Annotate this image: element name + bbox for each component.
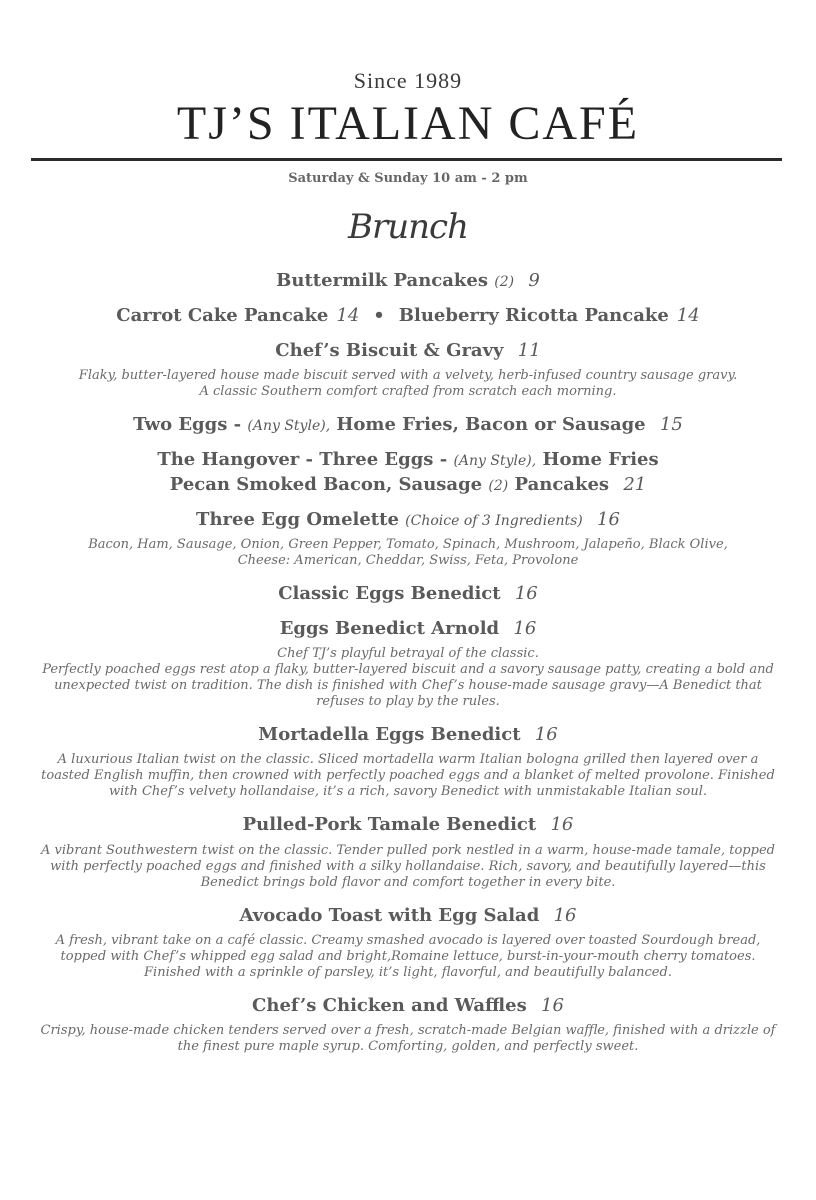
description-line: A luxurious Italian twist on the classic. Sliced mortadella warm Italian bologna grilled then layered over a: [57, 752, 759, 767]
item-note: (2): [494, 274, 515, 290]
item-name: Pulled-Pork Tamale Benedict: [242, 814, 537, 835]
description-line: with Chef’s velvety hollandaise, it’s a rich, savory Benedict with unmistakable Italian soul.: [108, 784, 708, 799]
item-price: 16: [514, 583, 538, 604]
item-name: Buttermilk Pancakes: [276, 270, 488, 291]
item-note: (Any Style),: [453, 453, 537, 469]
item-note: (Choice of 3 Ingredients): [405, 513, 583, 529]
restaurant-title: TJ’S ITALIAN CAFÉ: [176, 97, 640, 150]
description-line: with perfectly poached eggs and finished with a silky hollandaise. Rich, savory, and beautifully layered—this: [50, 859, 766, 874]
item-description: [30, 646, 786, 710]
description-line: Bacon, Ham, Sausage, Onion, Green Pepper, Tomato, Spinach, Mushroom, Jalapeño, Black Olive,: [88, 537, 728, 552]
item-description: [30, 1023, 786, 1055]
item-price: 14: [676, 305, 700, 326]
description-line: topped with Chef’s whipped egg salad and bright,Romaine lettuce, burst-in-your-mouth cherry tomatoes.: [60, 949, 756, 964]
item-price: 16: [597, 509, 620, 530]
item-price: 16: [534, 724, 558, 745]
item-price: 21: [623, 474, 647, 495]
item-description: [30, 843, 786, 891]
section-title: Brunch: [348, 207, 468, 247]
item-description: [30, 933, 786, 981]
item-price: 16: [513, 618, 537, 639]
item-name: Blueberry Ricotta Pancake: [398, 305, 669, 326]
description-line: toasted English muffin, then crowned with perfectly poached eggs and a blanket of melted provolone. Finished: [41, 768, 775, 783]
item-description: [30, 752, 786, 800]
menu-item-biscuit-gravy: [0, 338, 816, 363]
description-line: unexpected twist on tradition. The dish is finished with Chef’s house-made sausage gravy—A Benedict that: [54, 678, 762, 693]
menu-item-tamale-benedict: [0, 812, 816, 837]
description-line: A fresh, vibrant take on a café classic. Creamy smashed avocado is layered over toasted Sourdough bread,: [55, 933, 761, 948]
menu-item-hangover-line1: [0, 447, 816, 474]
hours-text: Saturday & Sunday 10 am - 2 pm: [288, 171, 528, 186]
item-name: Three Egg Omelette: [196, 509, 399, 530]
menu-item-chicken-waffles: [0, 993, 816, 1018]
item-price: 14: [336, 305, 360, 326]
menu-item-buttermilk-pancakes: [0, 268, 816, 295]
menu-item-pancake-pair: [0, 303, 816, 328]
description-line: Flaky, butter-layered house made biscuit served with a velvety, herb-infused country sausage gravy.: [78, 368, 738, 383]
item-name: Mortadella Eggs Benedict: [258, 724, 521, 745]
item-name: Home Fries, Bacon or Sausage: [336, 414, 646, 435]
item-name: The Hangover - Three Eggs -: [157, 449, 448, 470]
description-line: the finest pure maple syrup. Comforting, golden, and perfectly sweet.: [177, 1039, 639, 1054]
description-line: Cheese: American, Cheddar, Swiss, Feta, Provolone: [237, 553, 579, 568]
item-name: Chef’s Chicken and Waffles: [252, 995, 527, 1016]
description-line: refuses to play by the rules.: [316, 694, 500, 709]
item-price: 15: [659, 414, 683, 435]
menu-item-hangover-line2: [0, 472, 816, 499]
item-name: Eggs Benedict Arnold: [279, 618, 500, 639]
menu-item-two-eggs: [0, 412, 816, 439]
menu-item-mortadella-benedict: [0, 722, 816, 747]
item-name: Two Eggs -: [133, 414, 242, 435]
description-line: A classic Southern comfort crafted from scratch each morning.: [199, 384, 617, 399]
item-name: Classic Eggs Benedict: [278, 583, 501, 604]
header-divider: [31, 158, 782, 161]
menu-item-classic-benedict: [0, 581, 816, 606]
since-tagline: Since 1989: [353, 68, 463, 93]
item-price: 16: [541, 995, 564, 1016]
description-line: Perfectly poached eggs rest atop a flaky, butter-layered biscuit and a savory sausage patty, creating a bold and: [42, 662, 774, 677]
description-line: Crispy, house-made chicken tenders served over a fresh, scratch-made Belgian waffle, finished with a drizzle of: [40, 1023, 776, 1038]
menu-item-avocado-toast: [0, 903, 816, 928]
item-note: (2): [488, 478, 509, 494]
item-note: (Any Style),: [247, 418, 331, 434]
item-name: Home Fries: [542, 449, 659, 470]
item-price: 9: [528, 270, 540, 291]
description-line: Benedict brings bold flavor and comfort together in every bite.: [200, 875, 616, 890]
item-description: [30, 537, 786, 569]
item-price: 11: [517, 340, 541, 361]
menu-item-omelette: [0, 507, 816, 534]
item-name: Carrot Cake Pancake: [116, 305, 329, 326]
menu-item-benedict-arnold: [0, 616, 816, 641]
description-line: A vibrant Southwestern twist on the classic. Tender pulled pork nestled in a warm, house-made tamale, topped: [41, 843, 775, 858]
item-price: 16: [553, 905, 577, 926]
item-name: Pancakes: [514, 474, 610, 495]
item-name: Pecan Smoked Bacon, Sausage: [169, 474, 483, 495]
description-line: Finished with a sprinkle of parsley, it’s light, flavorful, and beautifully balanced.: [144, 965, 672, 980]
item-price: 16: [550, 814, 574, 835]
item-separator: •: [373, 305, 385, 326]
item-name: Chef’s Biscuit & Gravy: [275, 340, 504, 361]
item-name: Avocado Toast with Egg Salad: [239, 905, 540, 926]
description-line: Chef TJ’s playful betrayal of the classic.: [277, 646, 539, 661]
item-description: [30, 368, 786, 400]
